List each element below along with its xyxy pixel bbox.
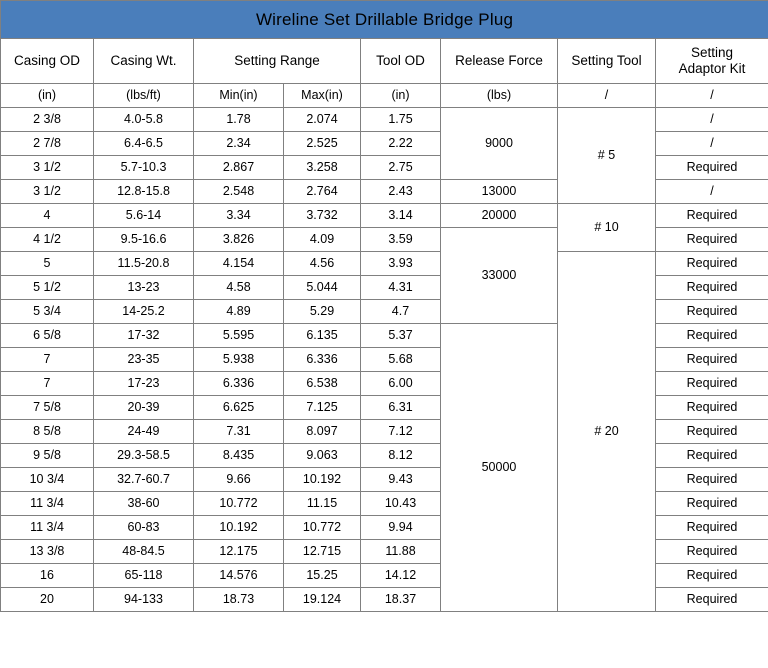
cell-casing-wt: 13-23 bbox=[94, 276, 194, 300]
cell-setting-range-min: 2.867 bbox=[194, 156, 284, 180]
cell-casing-od: 4 bbox=[1, 204, 94, 228]
cell-setting-range-max: 6.538 bbox=[284, 372, 361, 396]
unit-casing-od: (in) bbox=[1, 84, 94, 108]
cell-setting-adaptor-kit: Required bbox=[656, 348, 768, 372]
column-header-release-force: Release Force bbox=[441, 39, 558, 84]
cell-setting-adaptor-kit: Required bbox=[656, 420, 768, 444]
cell-casing-od: 5 bbox=[1, 252, 94, 276]
cell-setting-range-max: 12.715 bbox=[284, 540, 361, 564]
cell-casing-od: 6 5/8 bbox=[1, 324, 94, 348]
cell-setting-adaptor-kit: Required bbox=[656, 324, 768, 348]
cell-setting-range-min: 6.336 bbox=[194, 372, 284, 396]
table-row bbox=[1, 108, 768, 132]
cell-casing-wt: 6.4-6.5 bbox=[94, 132, 194, 156]
table-body bbox=[1, 1, 768, 612]
cell-casing-wt: 29.3-58.5 bbox=[94, 444, 194, 468]
cell-setting-range-min: 4.154 bbox=[194, 252, 284, 276]
cell-setting-adaptor-kit: Required bbox=[656, 516, 768, 540]
cell-release-force: 13000 bbox=[441, 180, 558, 204]
cell-setting-range-max: 6.336 bbox=[284, 348, 361, 372]
cell-casing-od: 2 3/8 bbox=[1, 108, 94, 132]
cell-setting-range-max: 2.074 bbox=[284, 108, 361, 132]
cell-setting-range-max: 19.124 bbox=[284, 588, 361, 612]
cell-setting-range-min: 10.772 bbox=[194, 492, 284, 516]
cell-setting-adaptor-kit: Required bbox=[656, 300, 768, 324]
cell-setting-range-max: 4.56 bbox=[284, 252, 361, 276]
cell-casing-od: 11 3/4 bbox=[1, 492, 94, 516]
cell-casing-wt: 32.7-60.7 bbox=[94, 468, 194, 492]
cell-casing-od: 7 bbox=[1, 372, 94, 396]
cell-tool-od: 5.68 bbox=[361, 348, 441, 372]
unit-tool-od: (in) bbox=[361, 84, 441, 108]
cell-setting-tool: # 5 bbox=[558, 108, 656, 204]
cell-setting-range-min: 10.192 bbox=[194, 516, 284, 540]
cell-release-force: 20000 bbox=[441, 204, 558, 228]
cell-setting-range-min: 7.31 bbox=[194, 420, 284, 444]
unit-casing-wt: (lbs/ft) bbox=[94, 84, 194, 108]
cell-setting-range-min: 3.826 bbox=[194, 228, 284, 252]
cell-setting-range-min: 9.66 bbox=[194, 468, 284, 492]
title-row bbox=[1, 1, 768, 39]
cell-casing-wt: 11.5-20.8 bbox=[94, 252, 194, 276]
cell-casing-wt: 60-83 bbox=[94, 516, 194, 540]
cell-casing-od: 3 1/2 bbox=[1, 180, 94, 204]
cell-tool-od: 3.59 bbox=[361, 228, 441, 252]
cell-casing-wt: 48-84.5 bbox=[94, 540, 194, 564]
cell-casing-od: 16 bbox=[1, 564, 94, 588]
cell-casing-wt: 14-25.2 bbox=[94, 300, 194, 324]
cell-casing-wt: 4.0-5.8 bbox=[94, 108, 194, 132]
setting-adaptor-kit-line1: Setting bbox=[691, 45, 734, 61]
cell-setting-adaptor-kit: / bbox=[656, 132, 768, 156]
cell-setting-range-max: 7.125 bbox=[284, 396, 361, 420]
cell-tool-od: 10.43 bbox=[361, 492, 441, 516]
cell-setting-range-max: 5.044 bbox=[284, 276, 361, 300]
cell-setting-adaptor-kit: Required bbox=[656, 492, 768, 516]
cell-casing-wt: 23-35 bbox=[94, 348, 194, 372]
cell-setting-adaptor-kit: / bbox=[656, 180, 768, 204]
column-header-tool-od: Tool OD bbox=[361, 39, 441, 84]
cell-setting-range-min: 3.34 bbox=[194, 204, 284, 228]
cell-release-force: 33000 bbox=[441, 228, 558, 324]
cell-setting-range-min: 2.34 bbox=[194, 132, 284, 156]
cell-setting-range-max: 2.764 bbox=[284, 180, 361, 204]
cell-tool-od: 1.75 bbox=[361, 108, 441, 132]
cell-setting-adaptor-kit: Required bbox=[656, 588, 768, 612]
cell-tool-od: 2.43 bbox=[361, 180, 441, 204]
cell-setting-range-max: 2.525 bbox=[284, 132, 361, 156]
cell-setting-range-max: 8.097 bbox=[284, 420, 361, 444]
cell-setting-range-max: 15.25 bbox=[284, 564, 361, 588]
unit-setting-range-min: Min(in) bbox=[194, 84, 284, 108]
cell-casing-od: 20 bbox=[1, 588, 94, 612]
unit-setting-range-max: Max(in) bbox=[284, 84, 361, 108]
cell-setting-adaptor-kit: Required bbox=[656, 540, 768, 564]
cell-setting-adaptor-kit: Required bbox=[656, 276, 768, 300]
unit-setting-adaptor-kit: / bbox=[656, 84, 768, 108]
cell-setting-range-max: 10.772 bbox=[284, 516, 361, 540]
cell-setting-tool: # 10 bbox=[558, 204, 656, 252]
cell-setting-adaptor-kit: Required bbox=[656, 396, 768, 420]
cell-setting-range-min: 18.73 bbox=[194, 588, 284, 612]
column-header-setting-tool: Setting Tool bbox=[558, 39, 656, 84]
cell-setting-range-max: 5.29 bbox=[284, 300, 361, 324]
cell-setting-adaptor-kit: Required bbox=[656, 252, 768, 276]
cell-setting-range-min: 2.548 bbox=[194, 180, 284, 204]
cell-tool-od: 14.12 bbox=[361, 564, 441, 588]
cell-casing-wt: 5.7-10.3 bbox=[94, 156, 194, 180]
cell-tool-od: 5.37 bbox=[361, 324, 441, 348]
cell-tool-od: 8.12 bbox=[361, 444, 441, 468]
cell-setting-range-min: 14.576 bbox=[194, 564, 284, 588]
cell-setting-range-min: 8.435 bbox=[194, 444, 284, 468]
cell-casing-wt: 94-133 bbox=[94, 588, 194, 612]
unit-release-force: (lbs) bbox=[441, 84, 558, 108]
cell-release-force: 50000 bbox=[441, 324, 558, 612]
cell-tool-od: 9.43 bbox=[361, 468, 441, 492]
column-header-setting-adaptor-kit bbox=[656, 39, 768, 84]
cell-casing-od: 7 bbox=[1, 348, 94, 372]
cell-casing-wt: 12.8-15.8 bbox=[94, 180, 194, 204]
cell-setting-adaptor-kit: Required bbox=[656, 468, 768, 492]
cell-casing-od: 13 3/8 bbox=[1, 540, 94, 564]
cell-casing-od: 5 1/2 bbox=[1, 276, 94, 300]
cell-setting-range-min: 6.625 bbox=[194, 396, 284, 420]
cell-tool-od: 2.75 bbox=[361, 156, 441, 180]
cell-setting-range-max: 4.09 bbox=[284, 228, 361, 252]
cell-setting-range-min: 1.78 bbox=[194, 108, 284, 132]
cell-setting-range-min: 4.89 bbox=[194, 300, 284, 324]
cell-setting-range-min: 12.175 bbox=[194, 540, 284, 564]
cell-setting-range-max: 6.135 bbox=[284, 324, 361, 348]
cell-tool-od: 9.94 bbox=[361, 516, 441, 540]
cell-casing-wt: 24-49 bbox=[94, 420, 194, 444]
cell-tool-od: 4.31 bbox=[361, 276, 441, 300]
cell-tool-od: 2.22 bbox=[361, 132, 441, 156]
column-header-casing-od: Casing OD bbox=[1, 39, 94, 84]
cell-setting-adaptor-kit: Required bbox=[656, 204, 768, 228]
cell-casing-wt: 5.6-14 bbox=[94, 204, 194, 228]
cell-setting-adaptor-kit: Required bbox=[656, 564, 768, 588]
cell-casing-od: 9 5/8 bbox=[1, 444, 94, 468]
cell-casing-wt: 38-60 bbox=[94, 492, 194, 516]
cell-tool-od: 11.88 bbox=[361, 540, 441, 564]
cell-setting-adaptor-kit: / bbox=[656, 108, 768, 132]
unit-setting-tool: / bbox=[558, 84, 656, 108]
cell-setting-range-min: 4.58 bbox=[194, 276, 284, 300]
cell-casing-od: 4 1/2 bbox=[1, 228, 94, 252]
cell-setting-range-min: 5.938 bbox=[194, 348, 284, 372]
column-header-setting-range: Setting Range bbox=[194, 39, 361, 84]
cell-casing-od: 3 1/2 bbox=[1, 156, 94, 180]
cell-casing-od: 11 3/4 bbox=[1, 516, 94, 540]
cell-release-force: 9000 bbox=[441, 108, 558, 180]
cell-casing-wt: 20-39 bbox=[94, 396, 194, 420]
column-header-row bbox=[1, 39, 768, 84]
cell-setting-adaptor-kit: Required bbox=[656, 372, 768, 396]
cell-setting-tool: # 20 bbox=[558, 252, 656, 612]
unit-row bbox=[1, 84, 768, 108]
cell-tool-od: 4.7 bbox=[361, 300, 441, 324]
cell-setting-range-max: 11.15 bbox=[284, 492, 361, 516]
cell-casing-wt: 9.5-16.6 bbox=[94, 228, 194, 252]
cell-setting-range-min: 5.595 bbox=[194, 324, 284, 348]
cell-setting-range-max: 3.258 bbox=[284, 156, 361, 180]
cell-setting-adaptor-kit: Required bbox=[656, 228, 768, 252]
cell-casing-od: 10 3/4 bbox=[1, 468, 94, 492]
cell-casing-od: 2 7/8 bbox=[1, 132, 94, 156]
page-title: Wireline Set Drillable Bridge Plug bbox=[1, 1, 768, 39]
table-row bbox=[1, 204, 768, 228]
cell-tool-od: 3.14 bbox=[361, 204, 441, 228]
cell-setting-range-max: 3.732 bbox=[284, 204, 361, 228]
cell-setting-range-max: 10.192 bbox=[284, 468, 361, 492]
cell-tool-od: 6.31 bbox=[361, 396, 441, 420]
cell-tool-od: 3.93 bbox=[361, 252, 441, 276]
column-header-casing-wt: Casing Wt. bbox=[94, 39, 194, 84]
setting-adaptor-kit-line2: Adaptor Kit bbox=[678, 61, 746, 76]
cell-setting-adaptor-kit: Required bbox=[656, 444, 768, 468]
cell-casing-od: 5 3/4 bbox=[1, 300, 94, 324]
cell-casing-od: 7 5/8 bbox=[1, 396, 94, 420]
cell-casing-wt: 65-118 bbox=[94, 564, 194, 588]
cell-casing-wt: 17-32 bbox=[94, 324, 194, 348]
cell-casing-od: 8 5/8 bbox=[1, 420, 94, 444]
table-row bbox=[1, 252, 768, 276]
cell-tool-od: 18.37 bbox=[361, 588, 441, 612]
cell-casing-wt: 17-23 bbox=[94, 372, 194, 396]
cell-tool-od: 6.00 bbox=[361, 372, 441, 396]
cell-tool-od: 7.12 bbox=[361, 420, 441, 444]
cell-setting-range-max: 9.063 bbox=[284, 444, 361, 468]
cell-setting-adaptor-kit: Required bbox=[656, 156, 768, 180]
